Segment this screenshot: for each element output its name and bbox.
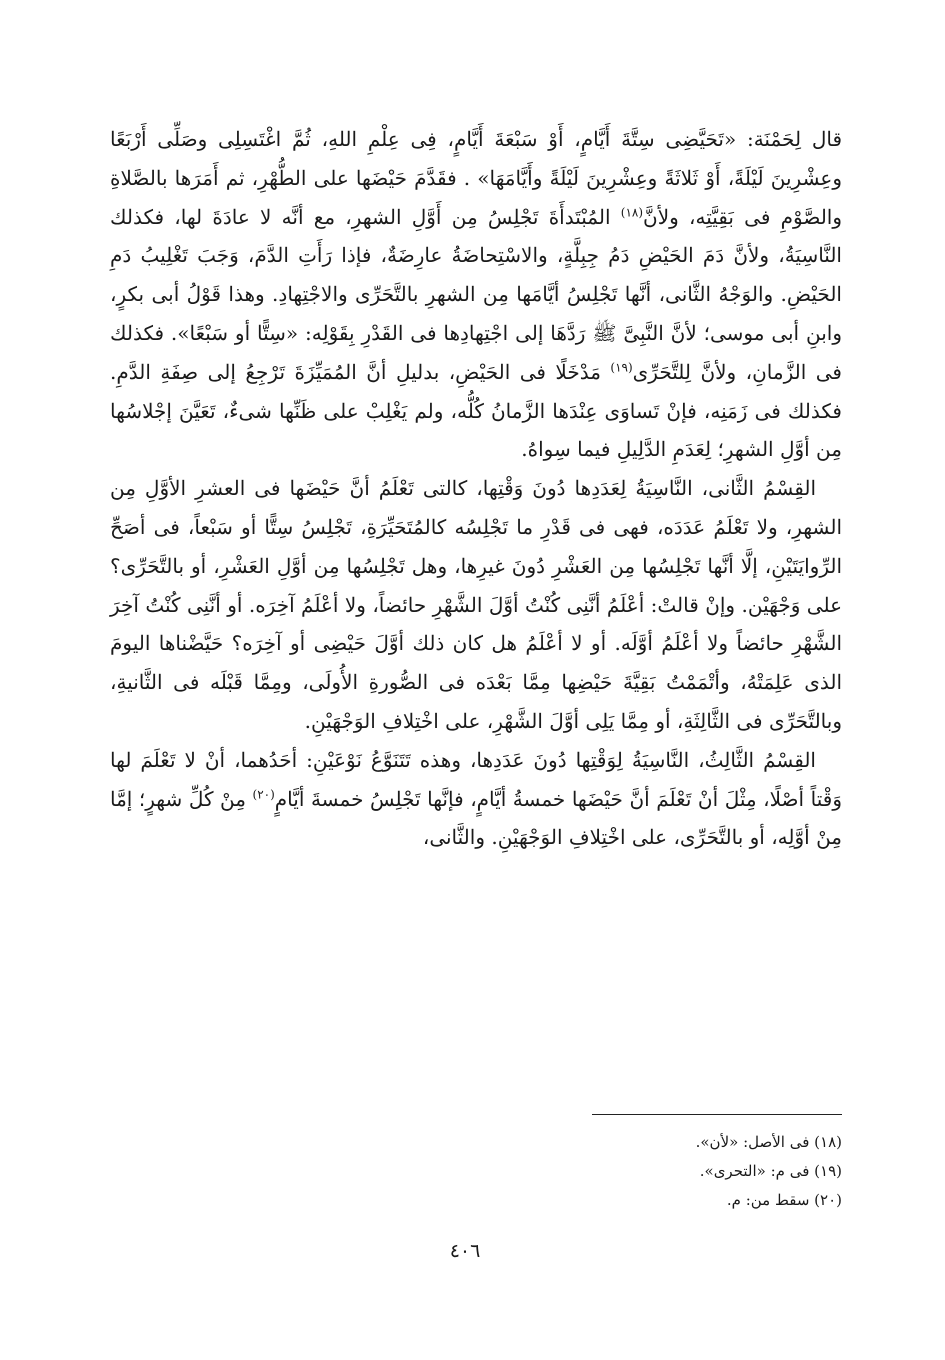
footnote-20: (٢٠) سقط من: م. xyxy=(726,1191,842,1209)
footnote-ref-19: (١٩) xyxy=(610,360,633,375)
paragraph-1-text-a: قال لِحَمْنَة: «تَحَيَّضِى سِتَّةَ أَيَّامٍ، أَوْ سَبْعَةَ أَيَّامٍ، فِى عِلْمِ اللهِ، ثُمَّ اغْتَسِلِى وصَلِّى أَرْبَعًا وعِشْرِينَ لَيْلَةً، أَوْ ثَلاثَةً وعِشْرِينَ لَيْلَةً وأَيَّامَهَا» . فقَدَّمَ حَيْضَها على الطُّهْرِ، ثم أَمَرَها بالصَّلاةِ والصَّوْمِ فى بَقِيَّتِه، ولأنَّ xyxy=(110,127,842,229)
footnote-separator xyxy=(592,1114,842,1115)
page-number: ٤٠٦ xyxy=(449,1240,481,1262)
footnotes xyxy=(500,1128,842,1215)
paragraph-3-text-a: القِسْمُ الثَّالِثُ، النَّاسِيَةُ لِوَقْتِها دُونَ عَدَدِها، وهذه تَتَنَوَّعُ نَوْعَيْنِ: أحَدُهما، أنْ لا تَعْلَمَ لها وَقْتاً أصْلًا، مِثْلَ أنْ تَعْلَمَ أنَّ حَيْضَها خمسةُ أيَّامٍ، فإنَّها تَجْلِسُ خمسةَ أيَّامٍ xyxy=(110,747,842,811)
paragraph-3-text-b: مِنْ كُلِّ شهرٍ؛ إمَّا مِنْ أوَّلِه، أو بالتَّحَرِّى، على اخْتِلافِ الوَجْهَيْنِ. والثَّانى، xyxy=(110,786,842,850)
paragraph-2 xyxy=(110,469,842,741)
body-text xyxy=(110,120,842,857)
footnote-19: (١٩) فى م: «التحرى». xyxy=(699,1162,842,1180)
footnote-ref-18: (١٨) xyxy=(620,204,644,219)
paragraph-1-text-c: مَدْخَلًا فى الحَيْضِ، بدليلِ أنَّ المُمَيِّزَةَ تَرْجِعُ إلى صِفَةِ الدَّمِ. فكذلك فى زَمَنِه، فإنْ تَساوَى عِنْدَها الزَّمانُ كُلُّه، ولم يَغْلِبْ على ظَنِّها شىءٌ، تَعَيَّنَ إجْلاسُها مِن أوَّلِ الشهرِ؛ لِعَدَمِ الدَّلِيلِ فيما سِواهُ. xyxy=(110,359,842,462)
footnote-18: (١٨) فى الأصل: «لأن». xyxy=(695,1133,842,1151)
paragraph-3 xyxy=(110,741,842,857)
paragraph-1-text-b: المُبْتَدأَةَ تَجْلِسُ مِن أَوَّلِ الشهرِ، مع أنَّه لا عادَةَ لها، فكذلك النَّاسِيَةُ، ولأنَّ دَمَ الحَيْضِ دَمُ جِبِلَّةٍ، والاسْتِحاضَةُ عارِضَةٌ، فإذا رَأَتِ الدَّمَ، وَجَبَ تَغْلِيبُ دَمِ الحَيْضِ. والوَجْهُ الثَّانى، أنَّها تَجْلِسُ أيَّامَها مِن الشهرِ بالتَّحَرِّى والاجْتِهادِ. وهذا قَوْلُ أبى بكرٍ، وابنِ أبى موسى؛ لأنَّ النَّبِىَّ ﷺ رَدَّهَا إلى اجْتِهادِها فى القَدْرِ بِقَوْلِه: «سِتًّا أو سَبْعًا». فكذلك فى الزَّمانِ، ولأنَّ لِلتَّحَرِّى xyxy=(110,204,842,384)
paragraph-1 xyxy=(110,120,842,469)
paragraph-2-text: القِسْمُ الثَّانى، النَّاسِيَةُ لِعَدَدِها دُونَ وَقْتِها، كالتى تَعْلَمُ أنَّ حَيْضَها فى العشرِ الأوَّلِ مِن الشهرِ، ولا تَعْلَمُ عَدَدَه، فهى فى قَدْرِ ما تَجْلِسُه كالمُتَحَيِّرَةِ، تَجْلِسُ سِتًّا أو سَبْعاً، فى أصَحِّ الرِّوايَتَيْنِ، إلَّا أنَّها تَجْلِسُها مِن العَشْرِ دُونَ غيرِها، وهل تَجْلِسُها مِن أوَّلِ العَشْرِ، أو بالتَّحَرِّى؟ على وَجْهَيْن. وإنْ قالتْ: أعْلَمُ أنَّنِى كُنْتُ أوَّلَ الشَّهْرِ حائضاً، ولا أعْلَمُ آخِرَه. أو أنَّنِى كُنْتُ آخِرَ الشَّهْرِ حائضاً ولا أعْلَمُ أوَّلَه. أو لا أعْلَمُ هل كان ذلك أوَّلَ حَيْضِى أو آخِرَه؟ حَيَّضْناها اليومَ الذى عَلِمَتْهُ، وأتْمَمْتُ بَقِيَّةَ حَيْضِها مِمَّا بَعْدَه فى الصُّورةِ الأُولَى، ومِمَّا قَبْلَه فى الثَّانيةِ، وبالتَّحَرِّى فى الثَّالِثَةِ، أو مِمَّا يَلِى أوَّلَ الشَّهْرِ، على اخْتِلافِ الوَجْهَيْنِ. xyxy=(110,476,842,733)
footnote-ref-20: (٢٠) xyxy=(252,786,275,801)
